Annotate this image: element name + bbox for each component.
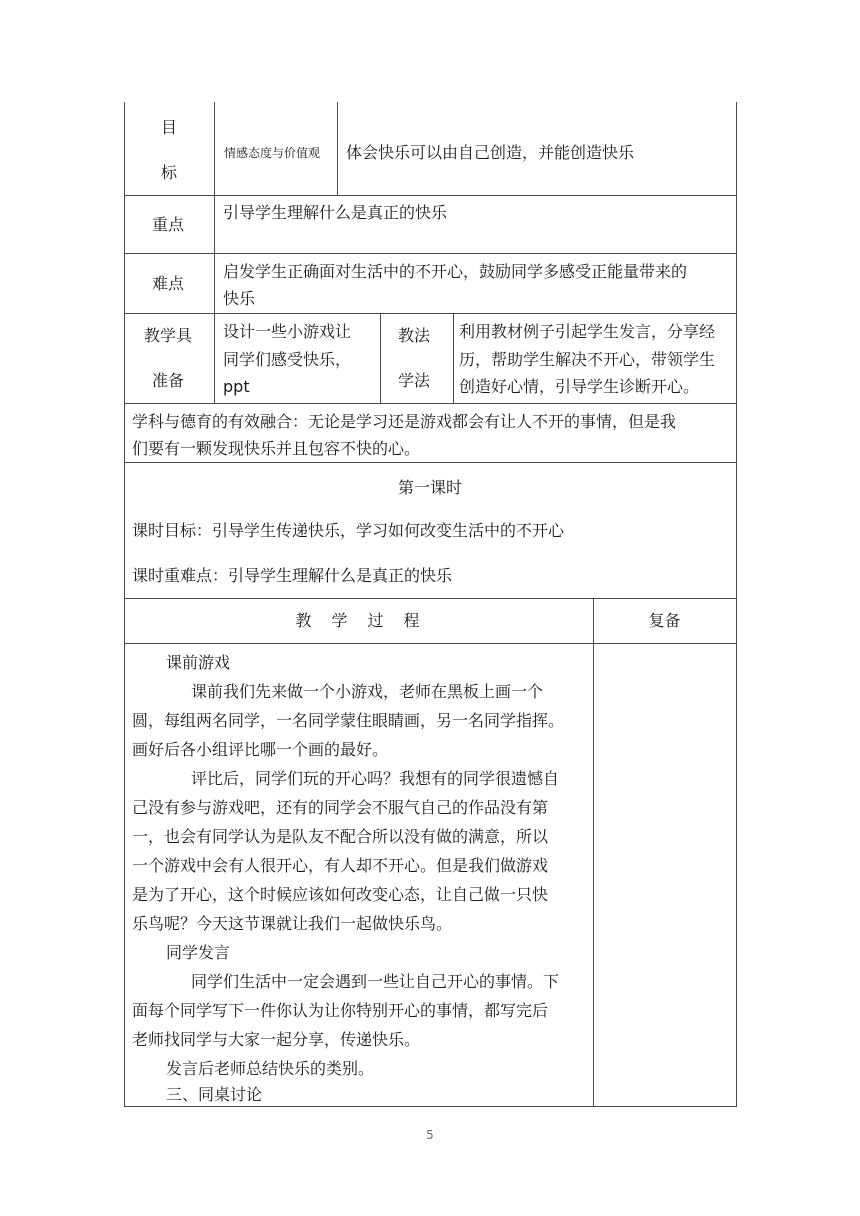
process-p1-line2: 圆，每组两名同学，一名同学蒙住眼睛画，另一名同学指挥。 [132, 711, 565, 730]
key-point-content: 引导学生理解什么是真正的快乐 [223, 203, 448, 222]
tools-content-line3: ppt [223, 377, 250, 396]
lesson-key-difficulty: 课时重难点：引导学生理解什么是真正的快乐 [132, 566, 453, 585]
integration-line2: 们要有一颗发现快乐并且包容不快的心。 [132, 439, 421, 458]
difficulty-label: 难点 [152, 274, 185, 293]
tools-label-line2: 准备 [152, 371, 185, 390]
col-divider-label [214, 102, 215, 403]
tools-label-line1: 教学具 [144, 326, 193, 345]
row-divider-5 [124, 462, 736, 463]
process-p2-line6: 乐鸟呢？今天这节课就让我们一起做快乐鸟。 [132, 914, 453, 933]
process-p2-line1: 评比后，同学们玩的开心吗？我想有的同学很遗憾自 [191, 769, 560, 788]
method-content-line1: 利用教材例子引起学生发言，分享经 [459, 322, 716, 341]
tools-content-line1: 设计一些小游戏让 [223, 322, 352, 341]
row-divider-1 [124, 195, 736, 196]
goal-subcategory: 情感态度与价值观 [224, 146, 321, 160]
difficulty-content-line2: 快乐 [223, 289, 256, 308]
process-p3-line2: 面每个同学写下一件你认为让你特别开心的事情，都写完后 [132, 1001, 549, 1020]
method-content-line2: 历，帮助学生解决不开心，带领学生 [459, 350, 716, 369]
difficulty-content-line1: 启发学生正确面对生活中的不开心，鼓励同学多感受正能量带来的 [223, 262, 688, 281]
row-divider-4 [124, 403, 736, 404]
process-header: 教 学 过 程 [295, 611, 422, 630]
goal-label-char-2: 标 [161, 163, 178, 182]
integration-line1: 学科与德育的有效融合：无论是学习还是游戏都会有让人不开的事情，但是我 [132, 412, 677, 431]
process-p4-line1: 发言后老师总结快乐的类别。 [166, 1059, 375, 1078]
col-divider-method-label [453, 313, 454, 403]
process-heading-student-speech: 同学发言 [166, 943, 231, 962]
tools-content-line2: 同学们感受快乐， [223, 350, 352, 369]
col-divider-review [593, 598, 594, 1106]
goal-label-char-1: 目 [161, 118, 178, 137]
table-right-border [736, 102, 737, 1107]
review-header: 复备 [648, 611, 681, 630]
page-number: 5 [426, 1128, 434, 1142]
lesson-objective: 课时目标：引导学生传递快乐，学习如何改变生活中的不开心 [132, 521, 565, 540]
method-label-line2: 学法 [398, 371, 431, 390]
row-divider-7 [124, 643, 736, 644]
method-label-line1: 教法 [398, 326, 431, 345]
key-point-label: 重点 [152, 215, 185, 234]
process-heading-desk-discussion: 三、同桌讨论 [166, 1085, 263, 1104]
col-divider-tools [380, 313, 381, 403]
goal-content: 体会快乐可以由自己创造，并能创造快乐 [346, 143, 635, 162]
process-p3-line3: 老师找同学与大家一起分享，传递快乐。 [132, 1030, 421, 1049]
method-content-line3: 创造好心情，引导学生诊断开心。 [459, 377, 700, 396]
col-divider-subcategory [337, 102, 338, 195]
process-p2-line5: 是为了开心，这个时候应该如何改变心态，让自己做一只快 [132, 885, 549, 904]
lesson-title: 第一课时 [397, 478, 462, 497]
process-p1-line1: 课前我们先来做一个小游戏，老师在黑板上画一个 [191, 682, 544, 701]
process-p1-line3: 画好后各小组评比哪一个画的最好。 [132, 740, 389, 759]
process-p2-line4: 一个游戏中会有人很开心，有人却不开心。但是我们做游戏 [132, 856, 549, 875]
process-p2-line3: 一，也会有同学认为是队友不配合所以没有做的满意，所以 [132, 827, 549, 846]
row-divider-6 [124, 598, 736, 599]
process-heading-pregame: 课前游戏 [166, 653, 231, 672]
process-p2-line2: 己没有参与游戏吧，还有的同学会不服气自己的作品没有第 [132, 798, 549, 817]
row-divider-3 [124, 313, 736, 314]
process-p3-line1: 同学们生活中一定会遇到一些让自己开心的事情。下 [191, 972, 560, 991]
row-divider-2 [124, 253, 736, 254]
